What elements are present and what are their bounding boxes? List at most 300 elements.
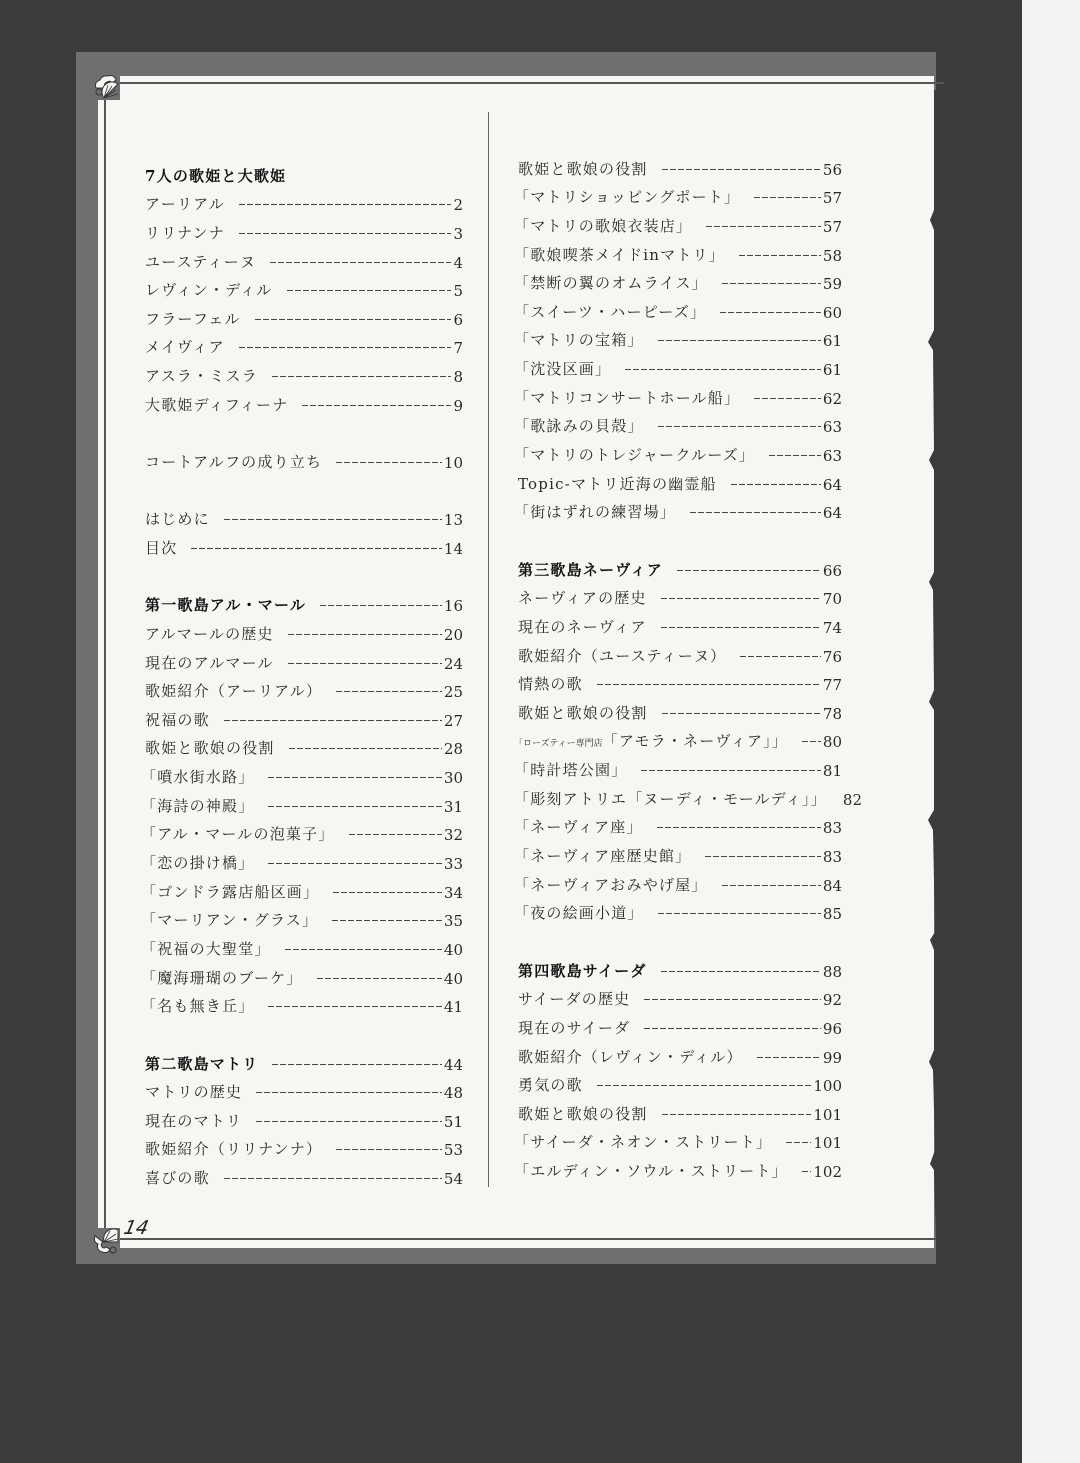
entry-page-number: 44	[443, 1055, 463, 1074]
entry-title-text: 「噴水街水路」	[141, 768, 255, 787]
entry-page-number: 53	[443, 1141, 463, 1160]
entry-title-text: 「ネーヴィアおみやげ屋」	[514, 875, 708, 894]
dot-leader	[722, 283, 821, 284]
toc-entry[interactable]	[145, 357, 463, 386]
toc-entry[interactable]	[145, 300, 463, 329]
entry-page-number: 58	[822, 246, 842, 265]
entry-title-text: 「アモラ・ネーヴィア」」	[602, 732, 789, 751]
dot-leader	[662, 713, 821, 714]
entry-title	[145, 709, 210, 730]
entry-title	[141, 881, 319, 902]
entry-title	[145, 336, 225, 357]
entry-title	[518, 1103, 648, 1124]
entry-title	[145, 1081, 242, 1102]
entry-title	[518, 587, 647, 608]
entry-title	[518, 988, 630, 1009]
toc-entry[interactable]	[518, 1009, 842, 1038]
toc-entry[interactable]	[514, 350, 842, 380]
entry-page-number: 16	[443, 597, 463, 616]
toc-left-column	[141, 157, 463, 1189]
toc-entry[interactable]	[518, 694, 842, 723]
entry-title-text: メイヴィア	[145, 338, 225, 357]
entry-title-text: 「恋の掛け橋」	[141, 854, 255, 873]
dot-leader	[690, 512, 821, 513]
entry-title-text: 歌姫と歌娘の役割	[518, 159, 648, 178]
entry-title-text: コートアルフの成り立ち	[145, 453, 323, 472]
toc-entry[interactable]	[518, 1095, 842, 1124]
toc-entry[interactable]	[514, 379, 842, 408]
toc-entry[interactable]	[145, 1131, 463, 1160]
entry-title	[514, 329, 644, 350]
toc-entry[interactable]	[145, 615, 463, 644]
entry-page-number: 84	[822, 876, 842, 895]
entry-title	[145, 193, 225, 214]
entry-title	[141, 795, 254, 816]
toc-entry[interactable]	[141, 787, 463, 816]
toc-entry[interactable]	[514, 751, 842, 781]
entry-title	[145, 451, 322, 472]
entry-title	[145, 308, 241, 329]
entry-page-number: 57	[822, 217, 842, 236]
dot-leader	[662, 1114, 812, 1115]
entry-title	[145, 165, 286, 186]
entry-page-number: 78	[822, 704, 842, 723]
entry-page-number: 32	[443, 826, 463, 845]
dot-leader	[658, 426, 821, 427]
entry-page-number: 5	[453, 282, 463, 301]
entry-page-number: 57	[822, 189, 842, 208]
entry-page-number: 54	[443, 1170, 463, 1189]
dot-leader	[287, 290, 452, 291]
entry-title	[514, 415, 644, 436]
entry-page-number: 59	[822, 275, 842, 294]
dot-leader	[317, 978, 442, 979]
entry-title-text: 「禁断の翼のオムライス」	[514, 274, 708, 293]
entry-page-number: 40	[443, 940, 463, 959]
entry-title	[518, 158, 648, 179]
dot-leader	[740, 656, 821, 657]
entry-page-number: 100	[813, 1077, 842, 1096]
entry-title-text: 歌姫紹介（リリナンナ）	[145, 1140, 323, 1159]
dot-leader	[705, 856, 821, 857]
toc-entry[interactable]	[145, 443, 463, 472]
section-spacer	[145, 472, 463, 501]
entry-page-number: 9	[453, 396, 463, 415]
entry-page-number: 64	[822, 504, 842, 523]
entry-page-number: 99	[822, 1048, 842, 1067]
entry-title	[514, 874, 708, 895]
toc-entry[interactable]	[514, 723, 842, 752]
entry-page-number: 61	[822, 361, 842, 380]
entry-title	[518, 473, 717, 494]
entry-page-number: 33	[443, 855, 463, 874]
toc-entry[interactable]	[145, 214, 463, 243]
dot-leader	[644, 999, 821, 1000]
entry-page-number: 34	[443, 883, 463, 902]
toc-entry[interactable]	[518, 465, 842, 494]
toc-entry[interactable]	[145, 701, 463, 730]
section-spacer	[145, 415, 463, 444]
entry-page-number: 3	[453, 224, 463, 243]
entry-title-text: 「サイーダ・ネオン・ストリート」	[514, 1133, 773, 1152]
entry-title	[145, 508, 210, 529]
entry-title	[145, 365, 258, 386]
entry-page-number: 92	[822, 991, 842, 1010]
entry-title	[514, 272, 708, 293]
dot-leader	[333, 892, 442, 893]
toc-entry[interactable]	[141, 959, 463, 988]
entry-title	[514, 387, 740, 408]
entry-title-text: 歌姫と歌娘の役割	[145, 739, 275, 758]
entry-title-text: 歌姫紹介（レヴィン・ディル）	[518, 1047, 743, 1066]
dot-leader	[706, 226, 821, 227]
dot-leader	[731, 484, 821, 485]
shell-ornament-icon	[92, 1228, 120, 1256]
dot-leader	[739, 255, 821, 256]
entry-title-text: 「沈没区画」	[514, 360, 612, 379]
toc-entry[interactable]	[145, 186, 463, 215]
entry-title	[518, 559, 663, 580]
dot-leader	[802, 1171, 812, 1172]
toc-entry[interactable]	[141, 988, 463, 1017]
entry-page-number: 76	[822, 647, 842, 666]
dot-leader	[224, 720, 442, 721]
entry-title-text: 歌姫紹介（アーリアル）	[145, 682, 323, 701]
entry-title-text: 「マトリの宝箱」	[514, 331, 644, 350]
dot-leader	[336, 691, 442, 692]
dot-leader	[289, 748, 442, 749]
toc-entry[interactable]	[514, 436, 842, 466]
toc-entry[interactable]	[141, 902, 463, 931]
toc-entry[interactable]	[514, 1124, 842, 1153]
toc-entry[interactable]	[514, 780, 862, 809]
entry-title-text: 「アル・マールの泡菓子」	[141, 825, 335, 844]
dot-leader	[256, 1092, 442, 1093]
dot-leader	[336, 462, 442, 463]
dot-leader	[757, 1057, 821, 1058]
entry-title	[514, 215, 692, 236]
entry-page-number: 24	[443, 654, 463, 673]
toc-entry[interactable]	[514, 236, 842, 265]
entry-page-number: 14	[443, 539, 463, 558]
entry-title	[514, 788, 827, 809]
entry-title-text: リリナンナ	[145, 223, 225, 242]
entry-title-text: 勇気の歌	[518, 1076, 583, 1095]
entry-title	[518, 1017, 630, 1038]
toc-entry[interactable]	[145, 730, 463, 759]
scanner-margin	[1022, 0, 1080, 1463]
torn-page-edge	[928, 90, 948, 1240]
entry-title-text: 第三歌島ネーヴィア	[518, 560, 663, 579]
dot-leader	[597, 1085, 812, 1086]
dot-leader	[255, 319, 452, 320]
entry-title-text: 大歌姫ディフィーナ	[145, 395, 289, 414]
entry-title	[514, 730, 788, 751]
entry-page-number: 70	[822, 590, 842, 609]
entry-title-text: ユースティーヌ	[145, 252, 257, 271]
entry-title-text: 第一歌島アル・マール	[145, 596, 307, 615]
entry-page-number: 64	[822, 475, 842, 494]
entry-title	[518, 616, 647, 637]
entry-page-number: 77	[822, 676, 842, 695]
entry-title	[145, 1138, 322, 1159]
dot-leader	[332, 920, 442, 921]
toc-entry[interactable]	[141, 930, 463, 959]
toc-entry[interactable]	[145, 272, 463, 301]
entry-page-number: 101	[813, 1105, 842, 1124]
entry-page-number: 51	[443, 1112, 463, 1131]
entry-title	[514, 759, 627, 780]
entry-title	[518, 960, 647, 981]
entry-title-text: 現在のサイーダ	[518, 1018, 631, 1037]
entry-page-number: 66	[822, 561, 842, 580]
dot-leader	[657, 827, 821, 828]
entry-page-number: 63	[822, 447, 842, 466]
entry-title-text: 目次	[145, 538, 178, 557]
section-spacer	[145, 558, 463, 587]
entry-title	[514, 244, 725, 265]
entry-title-text: アスラ・ミスラ	[145, 367, 258, 386]
dot-leader	[625, 369, 821, 370]
entry-page-number: 83	[822, 819, 842, 838]
entry-title	[145, 623, 274, 644]
entry-page-number: 48	[443, 1084, 463, 1103]
entry-title-text: 「夜の絵画小道」	[514, 904, 644, 923]
dot-leader	[662, 169, 821, 170]
entry-title-text: 「魔海珊瑚のブーケ」	[141, 968, 303, 987]
entry-title-text: 第二歌島マトリ	[145, 1054, 259, 1073]
entry-title-text: 情熱の歌	[518, 675, 583, 694]
toc-entry[interactable]	[514, 265, 842, 294]
dot-leader	[754, 197, 821, 198]
entry-title	[141, 823, 335, 844]
entry-title-text: 「名も無き丘」	[141, 997, 255, 1016]
toc-entry[interactable]	[518, 580, 842, 609]
entry-page-number: 56	[822, 160, 842, 179]
entry-title	[145, 737, 275, 758]
toc-entry[interactable]	[514, 494, 842, 523]
entry-title-text: 「エルディン・ソウル・ストリート」	[514, 1162, 788, 1181]
entry-page-number: 82	[842, 790, 862, 809]
entry-title	[514, 816, 643, 837]
toc-section-heading[interactable]	[518, 551, 842, 580]
toc-entry[interactable]	[141, 816, 463, 845]
dot-leader	[644, 1028, 821, 1029]
toc-entry[interactable]	[145, 1159, 463, 1188]
toc-entry[interactable]	[145, 1074, 463, 1103]
toc-section-heading[interactable]	[145, 1045, 463, 1074]
entry-title-text: 「ネーヴィア座歴史館」	[514, 847, 692, 866]
entry-title	[518, 645, 726, 666]
toc-entry[interactable]	[514, 293, 842, 322]
entry-title	[145, 394, 288, 415]
entry-title	[145, 594, 306, 615]
entry-title-text: 「祝福の大聖堂」	[141, 939, 271, 958]
entry-title	[514, 186, 740, 207]
entry-title	[145, 680, 322, 701]
toc-entry[interactable]	[141, 873, 463, 902]
entry-title	[145, 537, 177, 558]
entry-page-number: 28	[443, 740, 463, 759]
entry-title-text: 歌姫と歌娘の役割	[518, 1104, 648, 1123]
entry-title	[141, 909, 318, 930]
dot-leader	[677, 570, 821, 571]
section-spacer	[518, 522, 842, 551]
entry-title	[145, 251, 256, 272]
entry-title-text: サイーダの歴史	[518, 990, 631, 1009]
entry-title	[514, 501, 676, 522]
toc-entry[interactable]	[141, 758, 463, 788]
toc-entry[interactable]	[141, 844, 463, 874]
toc-entry[interactable]	[518, 150, 842, 179]
toc-entry[interactable]	[145, 1102, 463, 1131]
entry-page-number: 63	[822, 418, 842, 437]
toc-entry[interactable]	[514, 895, 842, 924]
toc-entry[interactable]	[518, 608, 842, 637]
entry-page-number: 83	[822, 848, 842, 867]
entry-title	[514, 1131, 772, 1152]
toc-entry[interactable]	[518, 1038, 842, 1067]
toc-entry[interactable]	[145, 243, 463, 272]
entry-title-text: 「彫刻アトリエ「ヌーディ・モールディ」」	[514, 789, 827, 808]
entry-title	[514, 301, 706, 322]
toc-entry[interactable]	[514, 837, 842, 867]
entry-title-text: 「街はずれの練習場」	[514, 503, 677, 522]
entry-title-text: 現在のネーヴィア	[518, 617, 647, 636]
entry-title-text: 現在のマトリ	[145, 1111, 243, 1130]
entry-title-text: アーリアル	[145, 195, 225, 214]
entry-page-number: 88	[822, 962, 842, 981]
entry-title-text: 第四歌島サイーダ	[518, 961, 647, 980]
entry-page-number: 40	[443, 969, 463, 988]
entry-title-text: 「スイーツ・ハーピーズ」	[514, 302, 707, 321]
dot-leader	[661, 971, 821, 972]
entry-title-text: 「歌詠みの貝殻」	[514, 417, 644, 436]
dot-leader	[658, 913, 821, 914]
entry-title	[514, 902, 644, 923]
toc-entry[interactable]	[518, 637, 842, 666]
toc-section-heading[interactable]	[145, 157, 463, 186]
entry-title	[518, 673, 583, 694]
entry-title-text: 7人の歌姫と大歌姫	[145, 166, 287, 185]
entry-title-prefix: 「ローズティー専門店	[514, 739, 603, 750]
dot-leader	[720, 312, 821, 313]
entry-title-text: マトリの歴史	[145, 1083, 243, 1102]
entry-title	[141, 995, 254, 1016]
entry-title-text: 「海詩の神殿」	[141, 796, 255, 815]
entry-page-number: 31	[443, 797, 463, 816]
dot-leader	[336, 1149, 442, 1150]
entry-page-number: 2	[453, 196, 463, 215]
toc-entry[interactable]	[514, 1152, 842, 1182]
entry-title-text: 「マトリの歌娘衣装店」	[514, 216, 693, 235]
dot-leader	[268, 1006, 442, 1007]
dot-leader	[597, 684, 821, 685]
toc-entry[interactable]	[145, 673, 463, 702]
entry-title-text: 「歌娘喫茶メイドinマトリ」	[514, 245, 725, 264]
dot-leader	[239, 233, 452, 234]
entry-title	[141, 967, 303, 988]
dot-leader	[268, 863, 442, 864]
entry-page-number: 60	[822, 303, 842, 322]
toc-entry[interactable]	[145, 386, 463, 415]
toc-section-heading[interactable]	[145, 587, 463, 616]
entry-page-number: 61	[822, 332, 842, 351]
toc-entry[interactable]	[145, 501, 463, 530]
toc-entry[interactable]	[518, 666, 842, 695]
entry-page-number: 41	[443, 998, 463, 1017]
dot-leader	[272, 376, 452, 377]
dot-leader	[320, 605, 442, 606]
entry-page-number: 4	[453, 253, 463, 272]
entry-title	[141, 852, 254, 873]
section-spacer	[145, 1016, 463, 1045]
entry-page-number: 30	[443, 769, 463, 788]
dot-leader	[239, 204, 452, 205]
dot-leader	[288, 634, 442, 635]
dot-leader	[786, 1142, 811, 1143]
toc-entry[interactable]	[514, 179, 842, 208]
entry-title-text: 「マトリコンサートホール船」	[514, 388, 741, 407]
entry-title	[145, 222, 225, 243]
toc-entry[interactable]	[514, 322, 842, 351]
entry-title-text: 「マトリショッピングポート」	[514, 188, 741, 207]
toc-entry[interactable]	[514, 408, 842, 437]
entry-title-text: アルマールの歴史	[145, 624, 274, 643]
entry-title	[514, 845, 691, 866]
toc-entry[interactable]	[514, 809, 842, 838]
entry-title-text: 「時計塔公園」	[514, 761, 628, 780]
toc-entry[interactable]	[145, 644, 463, 673]
entry-page-number: 35	[443, 912, 463, 931]
toc-entry[interactable]	[514, 207, 842, 236]
entry-title-text: はじめに	[145, 510, 210, 529]
entry-title	[141, 766, 254, 787]
toc-entry[interactable]	[514, 866, 842, 895]
entry-page-number: 80	[822, 733, 842, 752]
entry-page-number: 8	[453, 368, 463, 387]
dot-leader	[802, 741, 821, 742]
entry-title-text: レヴィン・ディル	[145, 281, 273, 300]
dot-leader	[191, 548, 442, 549]
dot-leader	[754, 398, 821, 399]
page-number: 14	[121, 1217, 151, 1239]
toc-entry[interactable]	[145, 329, 463, 358]
dot-leader	[658, 340, 821, 341]
entry-page-number: 27	[443, 711, 463, 730]
entry-page-number: 6	[453, 310, 463, 329]
toc-section-heading[interactable]	[518, 952, 842, 981]
entry-title-text: ネーヴィアの歴史	[518, 589, 647, 608]
entry-title	[518, 702, 648, 723]
entry-page-number: 96	[822, 1019, 842, 1038]
dot-leader	[270, 262, 451, 263]
toc-entry[interactable]	[145, 529, 463, 558]
entry-title	[145, 1053, 258, 1074]
section-spacer	[518, 923, 842, 952]
entry-page-number: 81	[822, 762, 842, 781]
entry-page-number: 101	[813, 1134, 842, 1153]
toc-entry[interactable]	[518, 1067, 842, 1096]
entry-page-number: 7	[453, 339, 463, 358]
entry-page-number: 10	[443, 454, 463, 473]
entry-title	[514, 358, 611, 379]
entry-title-text: Topic-マトリ近海の幽霊船	[518, 474, 717, 493]
entry-title-text: 「マーリアン・グラス」	[141, 911, 319, 930]
toc-entry[interactable]	[518, 981, 842, 1010]
entry-title	[518, 1046, 743, 1067]
entry-title-text: 「マトリのトレジャークルーズ」	[514, 446, 756, 465]
